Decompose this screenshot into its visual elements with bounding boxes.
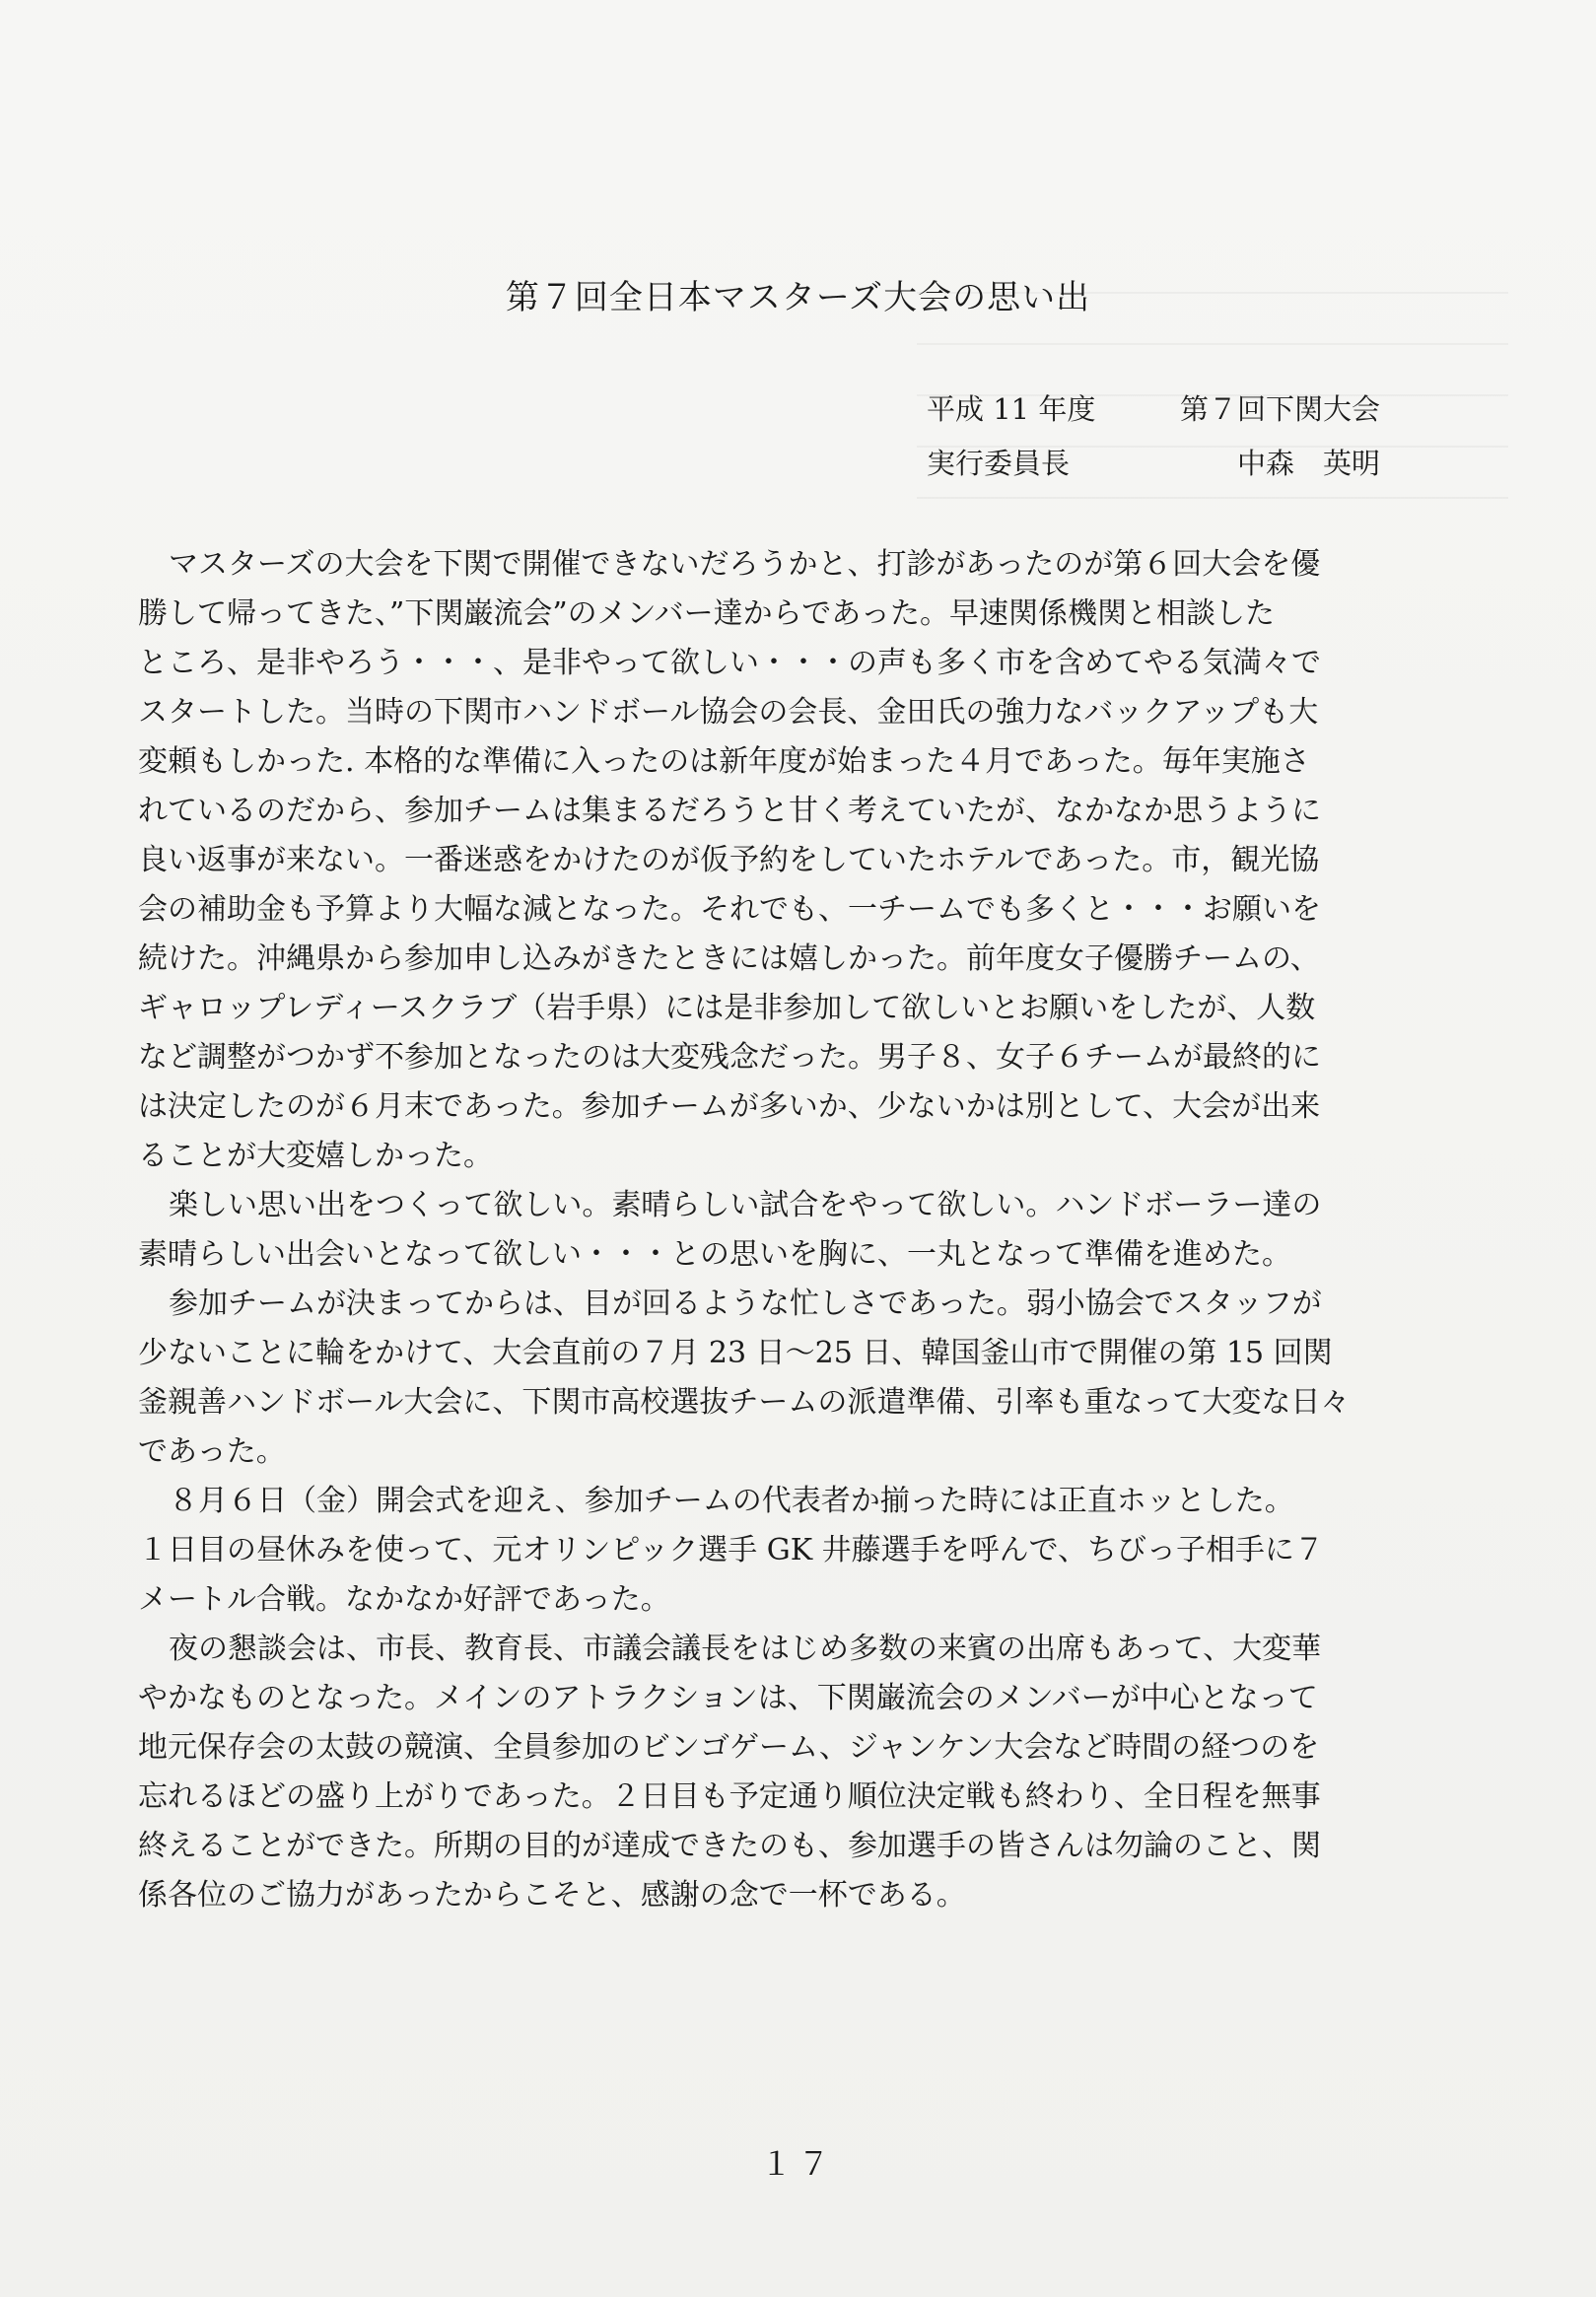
document-title: 第７回全日本マスターズ大会の思い出: [505, 278, 1091, 317]
text-line: １日目の昼休みを使って、元オリンピック選手 GK 井藤選手を呼んで、ちびっ子相手に７: [138, 1533, 1325, 1567]
text-line: ８月６日（金）開会式を迎え、参加チームの代表者か揃った時には正直ホッとした。: [169, 1484, 1294, 1518]
text-line: 忘れるほどの盛り上がりであった。２日目も予定通り順位決定戦も終わり、全日程を無事: [138, 1779, 1321, 1814]
text-line: 楽しい思い出をつくって欲しい。素晴らしい試合をやって欲しい。ハンドボーラー達の: [169, 1188, 1322, 1222]
text-line: メートル合戦。なかなか好評であった。: [138, 1582, 670, 1617]
text-line: 終えることができた。所期の目的が達成できたのも、参加選手の皆さんは勿論のこと、関: [138, 1829, 1321, 1863]
text-line: 良い返事が来ない。一番迷惑をかけたのが仮予約をしていたホテルであった。市，観光協: [138, 843, 1320, 877]
text-line: ところ、是非やろう・・・、是非やって欲しい・・・の声も多く市を含めてやる気満々で: [138, 646, 1321, 680]
text-line: 係各位のご協力があったからこそと、感謝の念で一杯である。: [138, 1878, 966, 1913]
byline-role: 実行委員長: [927, 447, 1071, 480]
text-line: やかなものとなった。メインのアトラクションは、下関巌流会のメンバーが中心となって: [138, 1681, 1318, 1715]
text-line: 会の補助金も予算より大幅な減となった。それでも、一チームでも多くと・・・お願いを: [138, 892, 1321, 927]
text-line: は決定したのが６月末であった。参加チームが多いか、少ないかは別として、大会が出来: [138, 1089, 1321, 1124]
page-number: １７: [760, 2145, 836, 2183]
byline-event-name: 第７回下関大会: [1179, 392, 1380, 426]
body-text: [138, 540, 1410, 1920]
text-line: 続けた。沖縄県から参加申し込みがきたときには嬉しかった。前年度女子優勝チームの、: [138, 941, 1320, 976]
text-line: 夜の懇談会は、市長、教育長、市議会議長をはじめ多数の来賓の出席もあって、大変華: [169, 1632, 1322, 1666]
text-line: 変頼もしかった. 本格的な準備に入ったのは新年度が始まった４月であった。毎年実施さ: [138, 744, 1310, 779]
byline-year: 平成 11 年度: [927, 392, 1096, 426]
text-line: れているのだから、参加チームは集まるだろうと甘く考えていたが、なかなか思うように: [138, 794, 1321, 828]
text-line: など調整がつかず不参加となったのは大変残念だった。男子８、女子６チームが最終的に: [138, 1040, 1321, 1075]
byline-author-name: 中森 英明: [1236, 447, 1380, 480]
text-line: 少ないことに輪をかけて、大会直前の７月 23 日～25 日、韓国釜山市で開催の第 15 回関: [138, 1336, 1333, 1370]
text-line: 参加チームが決まってからは、目が回るような忙しさであった。弱小協会でスタッフが: [169, 1287, 1322, 1321]
text-line: 素晴らしい出会いとなって欲しい・・・との思いを胸に、一丸となって準備を進めた。: [138, 1237, 1291, 1272]
text-line: ギャロップレディースクラブ（岩手県）には是非参加して欲しいとお願いをしたが、人数: [138, 991, 1316, 1025]
text-line: 地元保存会の太鼓の競演、全員参加のビンゴゲーム、ジャンケン大会など時間の経つのを: [138, 1730, 1320, 1765]
text-line: スタートした。当時の下関市ハンドボール協会の会長、金田氏の強力なバックアップも大: [138, 695, 1319, 730]
text-line: であった。: [138, 1434, 286, 1469]
text-line: 釜親善ハンドボール大会に、下関市高校選抜チームの派遣準備、引率も重なって大変な日々: [138, 1385, 1351, 1420]
text-line: マスターズの大会を下関で開催できないだろうかと、打診があったのが第６回大会を優: [169, 547, 1321, 582]
text-line: ることが大変嬉しかった。: [138, 1139, 493, 1173]
text-line: 勝して帰ってきた、”下関巌流会”のメンバー達からであった。早速関係機関と相談した: [138, 596, 1275, 631]
